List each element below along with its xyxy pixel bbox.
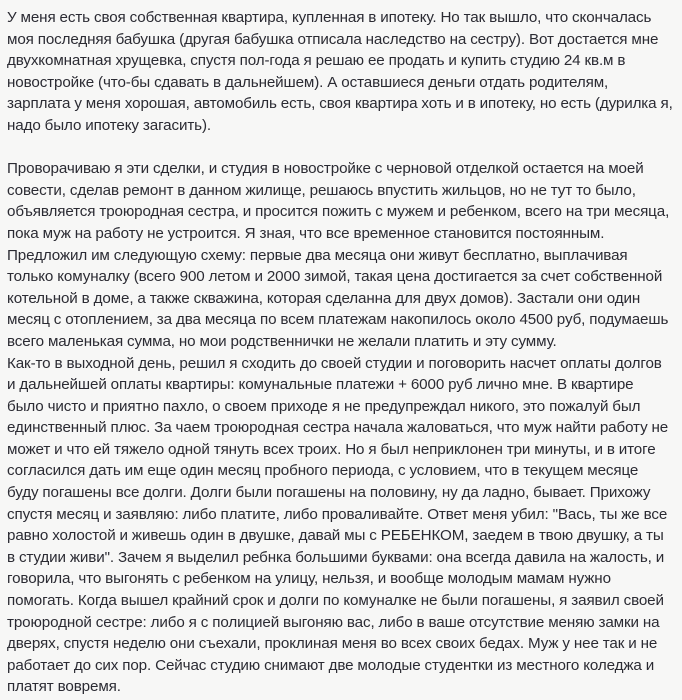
story-paragraph-1: У меня есть своя собственная квартира, купленная в ипотеку. Но так вышло, что скончалась моя последняя бабушка (другая бабушка отписала наследство на сестру). Вот достается мне двухкомнатная хрущевка, спустя пол-года я решаю ее продать и купить студию 24 кв.м в новостройке (что-бы сдавать в дальнейшем). А оставшиеся деньги отдать родителям, зарплата у меня хорошая, автомобиль есть, своя квартира хоть и в ипотеку, но есть (дурилка я, надо было ипотеку загасить).: [7, 9, 673, 134]
story-paragraph-2: Проворачиваю я эти сделки, и студия в новостройке с черновой отделкой остается на моей совести, сделав ремонт в данном жилище, решаюсь впустить жильцов, но не тут то было, объявляется троюродная сестра, и просится пожить с мужем и ребенком, всего на три месяца, пока муж на работу не устроится. Я зная, что все временное становится постоянным. Предложил им следующую схему: первые два месяца они живут бесплатно, выплачивая только комуналку (всего 900 летом и 2000 зимой, такая цена достигается за счет собственной котельной в доме, а также скважина, которая сделанна для двух домов). Застали они один месяц с отоплением, за два месяца по всем платежам накопилось около 4500 руб, подумаешь всего маленькая сумма, но мои родственнички не желали платить и эту сумму.: [7, 160, 670, 350]
story-paragraph-3: Как-то в выходной день, решил я сходить до своей студии и поговорить насчет оплаты долгов и дальнейшей оплаты квартиры: комунальные платежи + 6000 руб лично мне. В квартире было чисто и приятно пахло, о своем приходе я не предупреждал никого, это пожалуй был единственный плюс. За чаем троюродная сестра начала жаловаться, что муж найти работу не может и что ей тяжело одной тянуть всех троих. Но я был неприклонен три минуты, и в итоге согласился дать им еще один месяц пробного периода, с условием, что в текущем месяце буду погашены все долги. Долги были погашены на половину, ну да ладно, бывает. Прихожу спустя месяц и заявляю: либо платите, либо проваливайте. Ответ меня убил: "Вась, ты же все равно холостой и живешь один в двушке, давай мы с РЕБЕНКОМ, заедем в твою двушку, а ты в студии живи". Зачем я выделил ребнка большими буквами: она всегда давила на жалость, и говорила, что выгонять с ребенком на улицу, нельзя, и вообще молодым мамам нужно помогать. Когда вышел крайний срок и долги по комуналке не были погашены, я заявил своей троюродной сестре: либо я с полицией выгоняю вас, либо в ваше отсутствие меняю замки на дверях, спустя неделю они съехали, проклиная меня во всех своих бедах. Муж у нее так и не работает до сих пор. Сейчас студию снимают две молодые студентки из местного коледжа и платят вовремя.: [7, 354, 669, 696]
